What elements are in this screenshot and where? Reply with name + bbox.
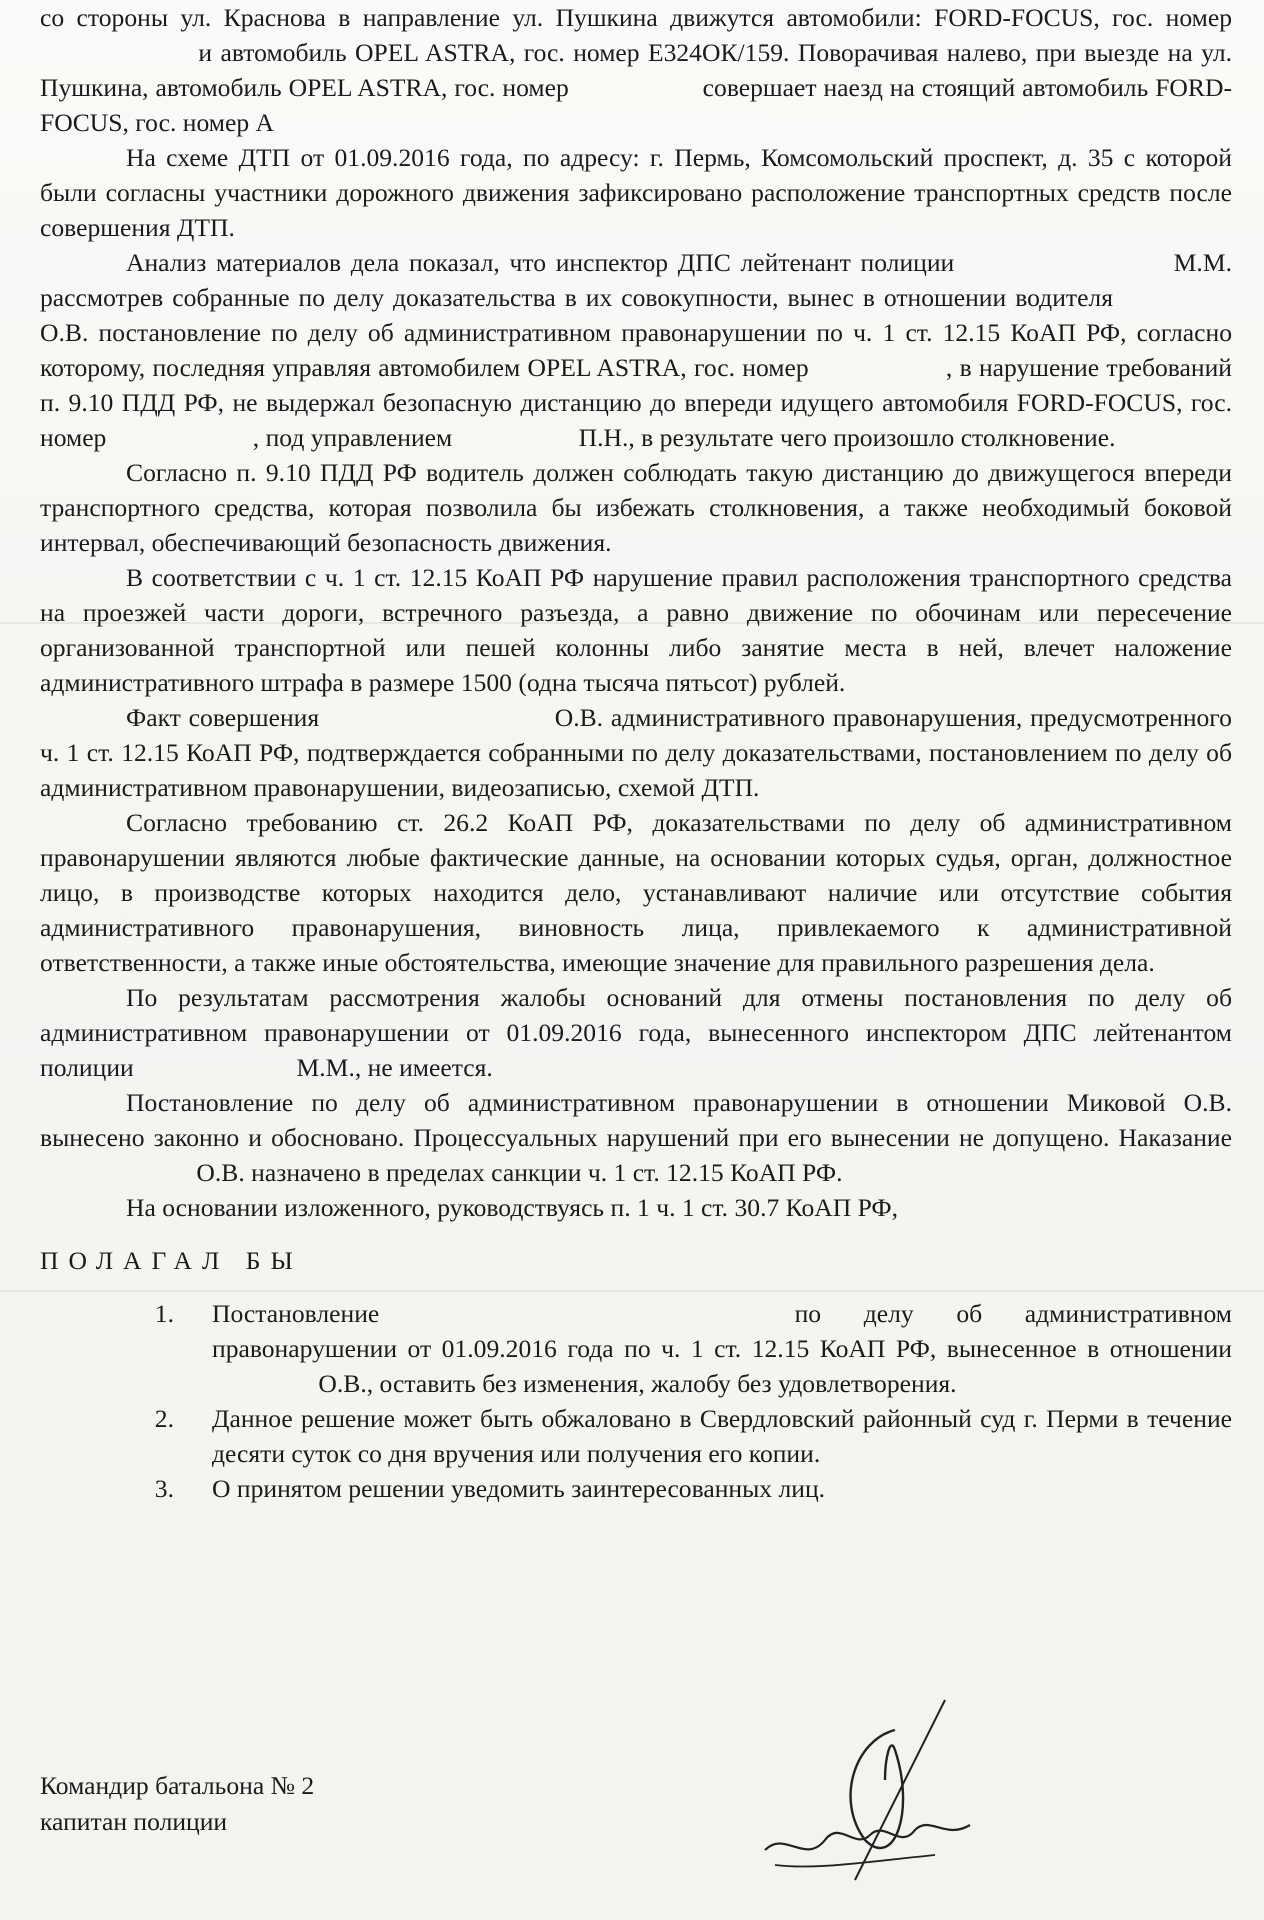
- paragraph: На схеме ДТП от 01.09.2016 года, по адресу: г. Пермь, Комсомольский проспект, д. 35 с которой были согласны участники дорожного движения зафиксировано расположение транспортных средств после совершения ДТП.: [40, 143, 1232, 242]
- list-item-text: О принятом решении уведомить заинтересованных лиц.: [212, 1474, 826, 1503]
- list-item: [40, 1296, 1232, 1401]
- paragraph: Факт совершения О.В. административного правонарушения, предусмотренного ч. 1 ст. 12.15 КоАП РФ, подтверждается собранными по делу доказательствами, постановлением по делу об административном правонарушении, видеозаписью, схемой ДТП.: [40, 703, 1232, 802]
- paragraph: Анализ материалов дела показал, что инспектор ДПС лейтенант полиции М.М. рассмотрев собранные по делу доказательства в их совокупности, вынес в отношении водителя О.В. постановление по делу об административном правонарушении по ч. 1 ст. 12.15 КоАП РФ, согласно которому, последняя управляя автомобилем OPEL ASTRA, гос. номер , в нарушение требований п. 9.10 ПДД РФ, не выдержал безопасную дистанцию до впереди идущего автомобиля FORD-FOCUS, гос. номер , под управлением П.Н., в результате чего произошло столкновение.: [40, 248, 1233, 452]
- document-body: [40, 0, 1232, 1506]
- list-item: [40, 1401, 1232, 1471]
- list-item-number: 3.: [154, 1474, 174, 1503]
- paragraph: со стороны ул. Краснова в направление ул. Пушкина движутся автомобили: FORD-FOCUS, гос. номер и автомобиль OPEL ASTRA, гос. номер Е324ОК/159. Поворачивая налево, при выезде на ул. Пушкина, автомобиль OPEL ASTRA, гос. номер совершает наезд на стоящий автомобиль FORD-FOCUS, гос. номер А: [40, 3, 1232, 137]
- list-item-text: Данное решение может быть обжаловано в Свердловский районный суд г. Перми в течение десяти суток со дня вручения или получения его копии.: [212, 1404, 1232, 1468]
- signatory-position: Командир батальона № 2: [40, 1771, 315, 1800]
- signatory-rank: капитан полиции: [40, 1807, 228, 1836]
- paragraph: Постановление по делу об административном правонарушении в отношении Миковой О.В. вынесено законно и обосновано. Процессуальных нарушений при его вынесении не допущено. Наказание О.В. назначено в пределах санкции ч. 1 ст. 12.15 КоАП РФ.: [40, 1088, 1232, 1187]
- paragraph: По результатам рассмотрения жалобы оснований для отмены постановления по делу об административном правонарушении от 01.09.2016 года, вынесенного инспектором ДПС лейтенантом полиции М.М., не имеется.: [40, 983, 1232, 1082]
- paragraph: На основании изложенного, руководствуясь п. 1 ч. 1 ст. 30.7 КоАП РФ,: [126, 1193, 899, 1222]
- paragraph: В соответствии с ч. 1 ст. 12.15 КоАП РФ нарушение правил расположения транспортного средства на проезжей части дороги, встречного разъезда, а равно движение по обочинам или пересечение организованной транспортной или пешей колонны либо занятие места в ней, влечет наложение административного штрафа в размере 1500 (одна тысяча пятьсот) рублей.: [40, 563, 1232, 697]
- list-item: [40, 1471, 1232, 1506]
- list-item-number: 2.: [154, 1404, 174, 1433]
- paragraph: Согласно п. 9.10 ПДД РФ водитель должен соблюдать такую дистанцию до движущегося впереди транспортного средства, которая позволила бы избежать столкновения, а также необходимый боковой интервал, обеспечивающий безопасность движения.: [40, 458, 1232, 557]
- paragraph: Согласно требованию ст. 26.2 КоАП РФ, доказательствами по делу об административном правонарушении являются любые фактические данные, на основании которых судья, орган, должностное лицо, в производстве которых находится дело, устанавливают наличие или отсутствие события административного правонарушения, виновность лица, привлекаемого к административной ответственности, а также иные обстоятельства, имеющие значение для правильного разрешения дела.: [40, 808, 1232, 977]
- signature-image: [745, 1690, 1045, 1890]
- list-item-text: Постановление по делу об административном правонарушении от 01.09.2016 года по ч. 1 ст. 12.15 КоАП РФ, вынесенное в отношении О.В., оставить без изменения, жалобу без удовлетворения.: [212, 1299, 1232, 1398]
- signatory-block: [40, 1768, 314, 1840]
- list-item-number: 1.: [154, 1299, 174, 1328]
- section-heading: ПОЛАГАЛ БЫ: [40, 1246, 303, 1275]
